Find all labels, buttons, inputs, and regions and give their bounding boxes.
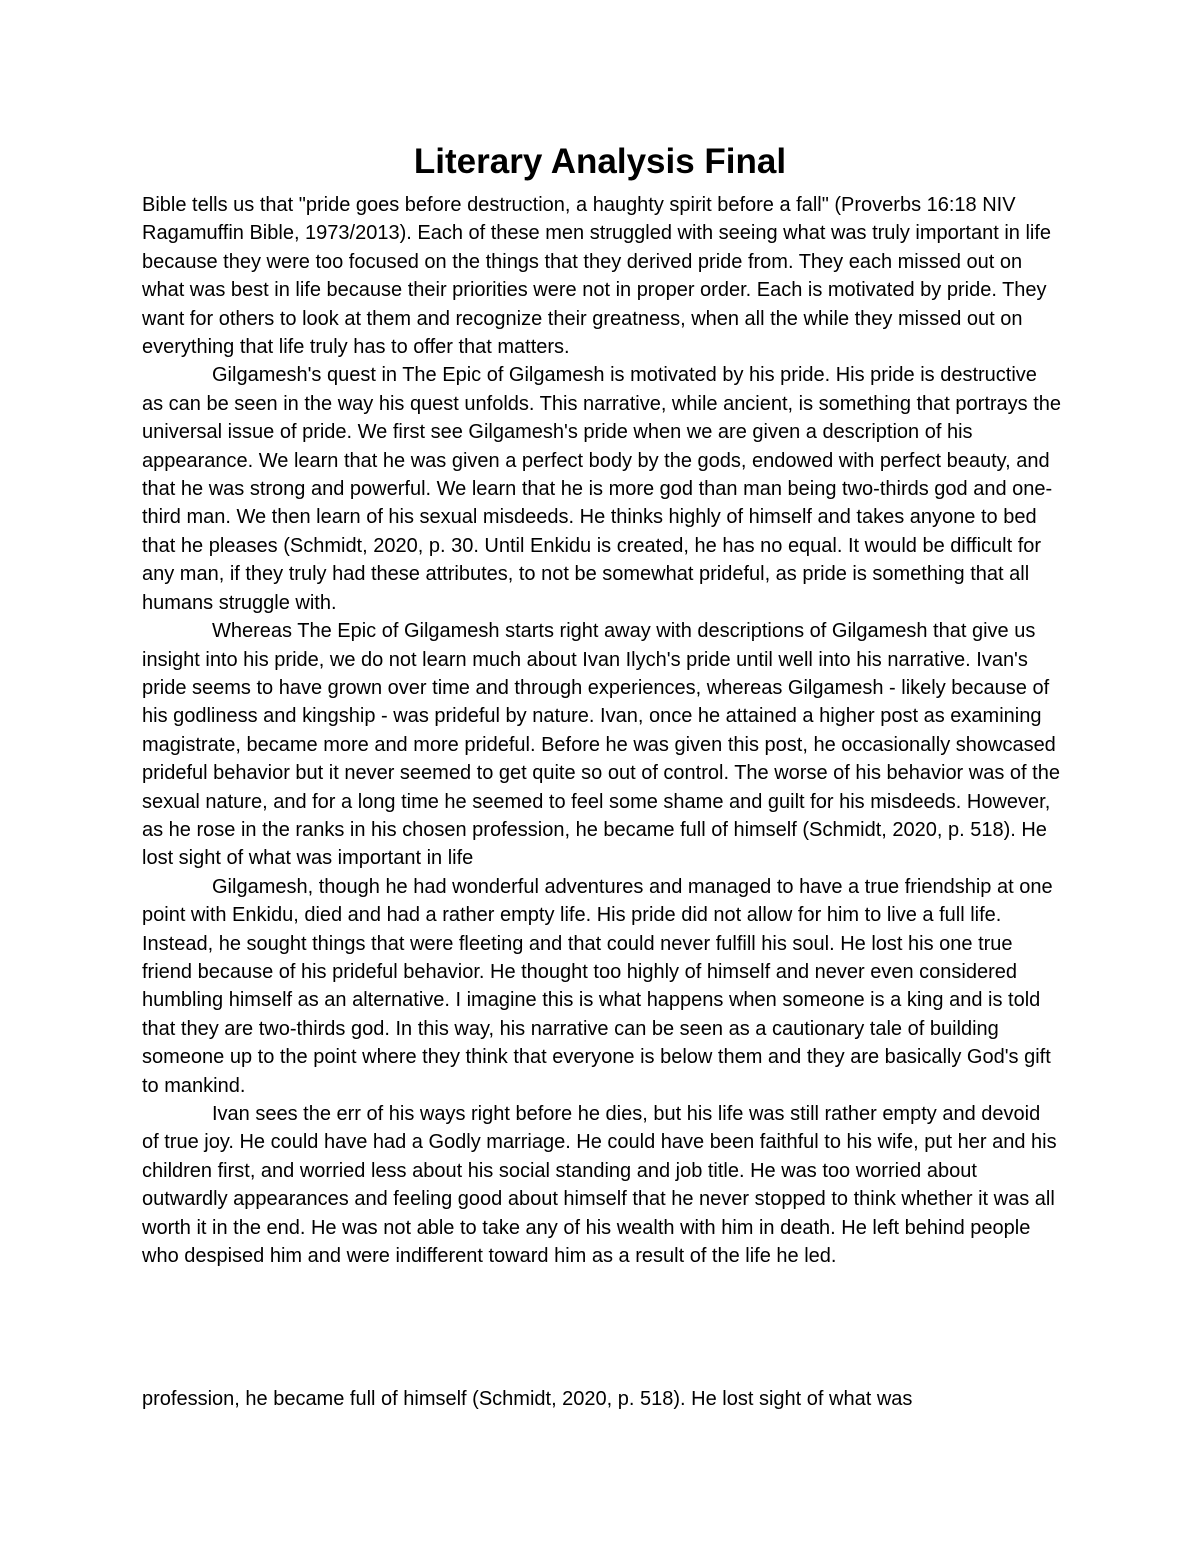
document-body [142,191,1062,1270]
trailing-text-line: profession, he became full of himself (Schmidt, 2020, p. 518). He lost sight of what was [142,1388,913,1410]
paragraph-intro: Bible tells us that "pride goes before destruction, a haughty spirit before a fall" (Proverbs 16:18 NIV Ragamuffin Bible, 1973/2013). Each of these men struggled with seeing what was truly important in life because they were too focused on the things that they derived pride from. They each missed out on what was best in life because their priorities were not in proper order. Each is motivated by pride. They want for others to look at them and recognize their greatness, when all the while they missed out on everything that life truly has to offer that matters. [142,194,1052,359]
paragraph-gilgamesh-life: Gilgamesh, though he had wonderful adventures and managed to have a true friendship at one point with Enkidu, died and had a rather empty life. His pride did not allow for him to live a full life. Instead, he sought things that were fleeting and that could never fulfill his soul. He lost his one true friend because of his prideful behavior. He thought too highly of himself and never even considered humbling himself as an alternative. I imagine this is what happens when someone is a king and is told that they are two-thirds god. In this way, his narrative can be seen as a cautionary tale of building someone up to the point where they think that everyone is below them and they are basically God's gift to mankind. [142,875,1053,1097]
paragraph-ivan-pride: Whereas The Epic of Gilgamesh starts right away with descriptions of Gilgamesh that give us insight into his pride, we do not learn much about Ivan Ilych's pride until well into his narrative. Ivan's pride seems to have grown over time and through experiences, whereas Gilgamesh - likely because of his godliness and kingship - was prideful by nature. Ivan, once he attained a higher post as examining magistrate, became more and more prideful. Before he was given this post, he occasionally showcased prideful behavior but it never seemed to get quite so out of control. The worse of his behavior was of the sexual nature, and for a long time he seemed to feel some shame and guilt for his misdeeds. However, as he rose in the ranks in his chosen profession, he became full of himself (Schmidt, 2020, p. 518). He lost sight of what was important in life [142,620,1060,870]
paragraph-ivan-death: Ivan sees the err of his ways right before he dies, but his life was still rather empty and devoid of true joy. He could have had a Godly marriage. He could have been faithful to his wife, put her and his children first, and worried less about his social standing and job title. He was too worried about outwardly appearances and feeling good about himself that he never stopped to think whether it was all worth it in the end. He was not able to take any of his wealth with him in death. He left behind people who despised him and were indifferent toward him as a result of the life he led. [142,1103,1057,1268]
paragraph-gilgamesh-quest: Gilgamesh's quest in The Epic of Gilgamesh is motivated by his pride. His pride is destructive as can be seen in the way his quest unfolds. This narrative, while ancient, is something that portrays the universal issue of pride. We first see Gilgamesh's pride when we are given a description of his appearance. We learn that he was given a perfect body by the gods, endowed with perfect beauty, and that he was strong and powerful. We learn that he is more god than man being two-thirds god and one-third man. We then learn of his sexual misdeeds. He thinks highly of himself and takes anyone to bed that he pleases (Schmidt, 2020, p. 30. Until Enkidu is created, he has no equal. It would be difficult for any man, if they truly had these attributes, to not be somewhat prideful, as pride is something that all humans struggle with. [142,364,1062,614]
document-title: Literary Analysis Final [413,142,787,181]
